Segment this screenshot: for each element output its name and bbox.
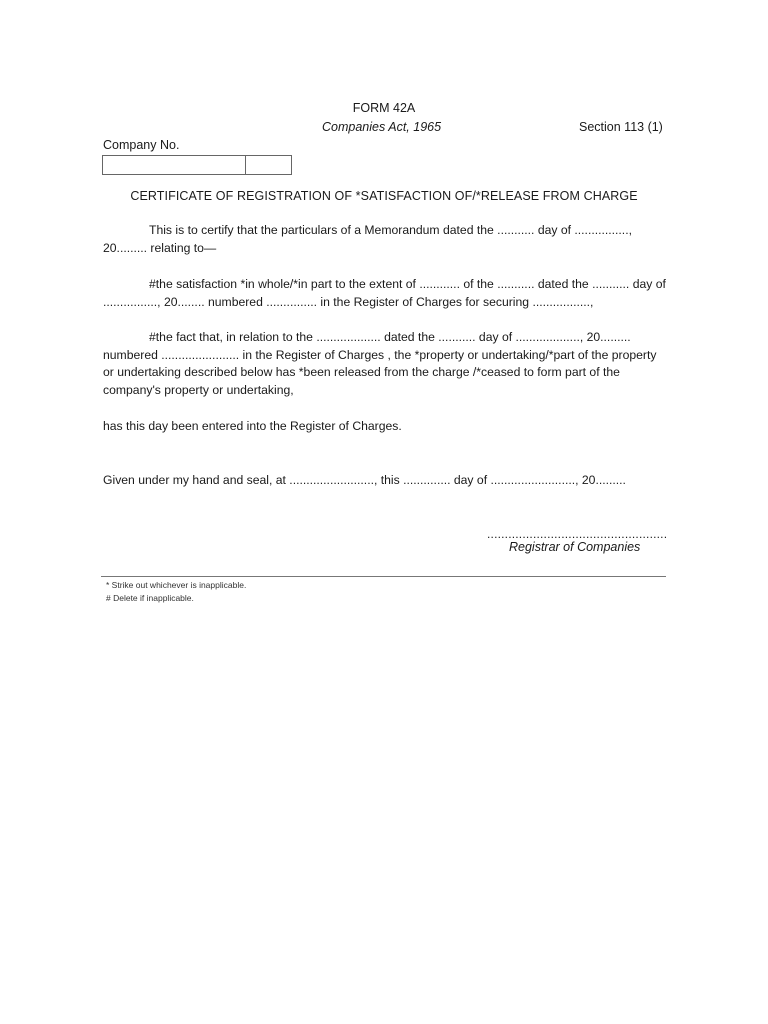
certificate-title: CERTIFICATE OF REGISTRATION OF *SATISFACTION OF/*RELEASE FROM CHARGE [130, 189, 638, 203]
registrar-title: Registrar of Companies [509, 540, 641, 554]
paragraph-satisfaction-text: #the satisfaction *in whole/*in part to the extent of ............ of the ........... dated the ........... day of ................, 20........ numbered ............... in the Register of Charges for securing ................., [103, 277, 666, 309]
company-no-cell-suffix[interactable] [246, 156, 291, 174]
company-no-label: Company No. [103, 138, 180, 152]
paragraph-certify [103, 222, 667, 257]
signature-line: ................................................... [487, 527, 668, 541]
paragraph-release [103, 329, 667, 399]
paragraph-entered: has this day been entered into the Register of Charges. [103, 419, 402, 433]
footnote-delete: # Delete if inapplicable. [106, 593, 194, 603]
paragraph-release-text: #the fact that, in relation to the ................... dated the ........... day of ..................., 20......... numbered ....................... in the Register of Charges , the *property or undertaking/*part of the property or undertaking described below has *been released from the charge /*ceased to form part of the company's property or undertaking, [103, 330, 657, 397]
company-no-cell-main[interactable] [103, 156, 246, 174]
footnote-divider [101, 576, 666, 577]
paragraph-certify-text: This is to certify that the particulars of a Memorandum dated the ........... day of ................, 20......... relating to— [103, 223, 632, 255]
paragraph-given: Given under my hand and seal, at ........................., this .............. day of ........................., 20......... [103, 473, 626, 487]
footnote-strike-out: * Strike out whichever is inapplicable. [106, 580, 247, 590]
act-name: Companies Act, 1965 [322, 120, 442, 134]
form-number: FORM 42A [352, 101, 416, 115]
paragraph-satisfaction [103, 276, 667, 311]
company-no-field[interactable] [102, 155, 292, 175]
section-reference: Section 113 (1) [579, 120, 663, 134]
